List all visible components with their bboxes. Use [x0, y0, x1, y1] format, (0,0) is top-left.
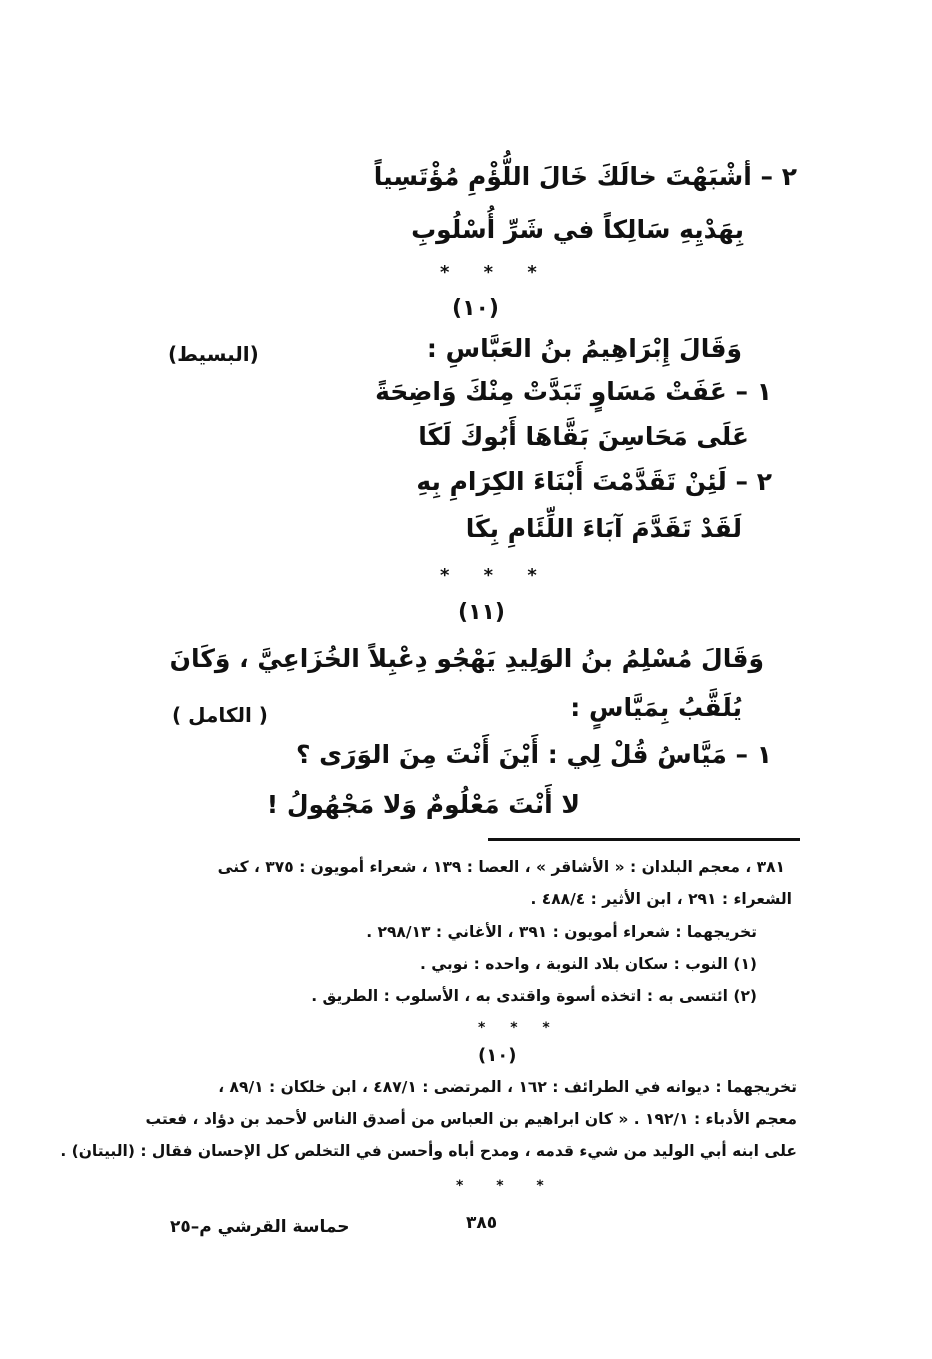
footnote-10-line-1: تخريجهما : ديوانه في الطرائف : ١٦٢ ، المرتضى : ٤٨٧/١ ، ابن خلكان : ٨٩/١ ،: [218, 1078, 797, 1096]
section-11-verse-1-second: لا أَنْتَ مَعْلُومٌ وَلا مَجْهُولُ !: [266, 790, 580, 819]
footnote-381-line-2: الشعراء : ٢٩١ ، ابن الأثير : ٤٨٨/٤ .: [530, 890, 792, 908]
section-10-verse-1-second: عَلَى مَحَاسِنَ بَقَّاهَا أَبُوكَ لَكَا: [418, 422, 749, 451]
section-10-verse-2-first: ٢ – لَئِنْ تَقَدَّمْتَ أَبْنَاءَ الكِرَامِ بِهِ: [416, 467, 772, 496]
footnote-10-line-3: على ابنه أبي الوليد من شيء قدمه ، ومدح أباه وأحسن في التخلص كل الإحسان فقال : (البيتان) .: [60, 1142, 797, 1160]
section-number-10: (١٠): [452, 296, 499, 321]
footnote-section-number-10: (١٠): [478, 1045, 517, 1066]
section-10-meter: (البسيط): [168, 342, 259, 366]
section-11-intro-line-2: يُلَقَّبُ بِمَيَّاسٍ :: [570, 693, 742, 722]
section-10-verse-1-first: ١ – عَفَتْ مَسَاوٍ تَبَدَّتْ مِنْكَ وَاضِحَةً: [375, 377, 772, 406]
footnote-separator-stars: * * *: [478, 1020, 560, 1036]
section-11-intro-line-1: وَقَالَ مُسْلِمُ بنُ الوَلِيدِ يَهْجُو دِعْبِلاً الخُزَاعِيَّ ، وَكَانَ: [169, 644, 764, 673]
footnote-note-2: (٢) ائتسى به : اتخذه أسوة واقتدى به ، الأسلوب : الطريق .: [311, 987, 757, 1005]
page-number: ٣٨٥: [466, 1213, 498, 1233]
section-11-verse-1-first: ١ – مَيَّاسُ قُلْ لِي : أَيْنَ أَنْتَ مِنَ الوَرَى ؟: [295, 740, 772, 769]
section-number-11: (١١): [458, 600, 505, 625]
book-signature: حماسة القرشي م–٢٥: [170, 1217, 350, 1237]
footnote-end-stars: * * *: [456, 1178, 558, 1194]
footnote-10-line-2: معجم الأدباء : ١٩٢/١ . « كان ابراهيم بن العباس من أصدق الناس لأحمد بن دؤاد ، فعتب: [145, 1110, 797, 1128]
section-separator-stars: * * *: [440, 262, 551, 283]
section-11-meter: ( الكامل ): [172, 703, 268, 727]
footnote-note-1: (١) النوب : سكان بلاد النوبة ، واحده : نوبي .: [419, 955, 757, 973]
footnote-divider: [488, 838, 800, 841]
verse-2-second-hemistich: بِهَدْيِهِ سَالِكاً في شَرِّ أُسْلُوبِ: [411, 215, 744, 244]
section-10-intro: وَقَالَ إِبْرَاهِيمُ بنُ العَبَّاسِ :: [426, 334, 742, 363]
footnote-takhrij: تخريجهما : شعراء أمويون : ٣٩١ ، الأغاني : ٢٩٨/١٣ .: [366, 923, 757, 941]
verse-2-first-hemistich: ٢ – أشْبَهْتَ خالَكَ خَالَ اللُّؤْمِ مُؤْتَسِياً: [373, 162, 797, 191]
section-separator-stars-2: * * *: [440, 565, 551, 586]
section-10-verse-2-second: لَقَدْ تَقَدَّمَ آبَاءَ اللِّئَامِ بِكَا: [465, 514, 742, 543]
footnote-381-line-1: ٣٨١ ، معجم البلدان : « الأشاقر » ، العصا : ١٣٩ ، شعراء أمويون : ٣٧٥ ، كنى: [217, 858, 785, 876]
